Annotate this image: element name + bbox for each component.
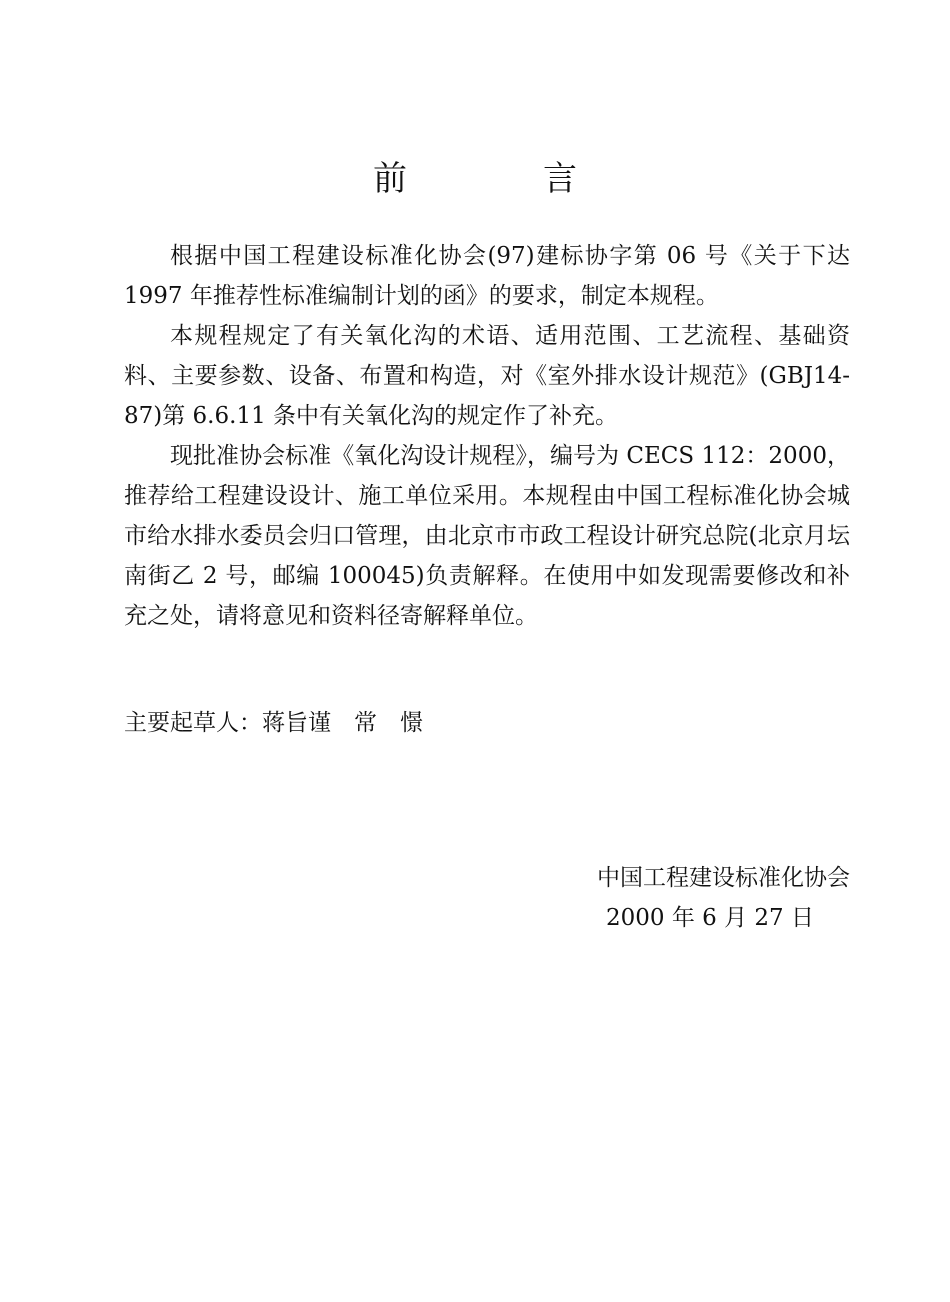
- preface-paragraph-3: 现批准协会标准《氧化沟设计规程》，编号为 CECS 112：2000，推荐给工程建设设计、施工单位采用。本规程由中国工程标准化协会城市给水排水委员会归口管理，由北京市市政工程设计研究总院(北京月坛南街乙 2 号，邮编 100045)负责解释。在使用中如发现需要修改和补充之处，请将意见和资料径寄解释单位。: [124, 443, 850, 629]
- signature-organization: 中国工程建设标准化协会: [597, 865, 850, 891]
- signature-date: 2000 年 6 月 27 日: [606, 905, 814, 931]
- signature-block: [550, 858, 850, 938]
- page-title: 前 言: [373, 159, 628, 199]
- drafters-line: 主要起草人：蒋旨谨 常 憬: [124, 710, 423, 736]
- preface-body: [124, 236, 850, 636]
- preface-paragraph-1: 根据中国工程建设标准化协会(97)建标协字第 06 号《关于下达 1997 年推荐性标准编制计划的函》的要求，制定本规程。: [124, 243, 850, 309]
- preface-paragraph-2: 本规程规定了有关氧化沟的术语、适用范围、工艺流程、基础资料、主要参数、设备、布置和构造，对《室外排水设计规范》(GBJ14-87)第 6.6.11 条中有关氧化沟的规定作了补充。: [124, 323, 850, 429]
